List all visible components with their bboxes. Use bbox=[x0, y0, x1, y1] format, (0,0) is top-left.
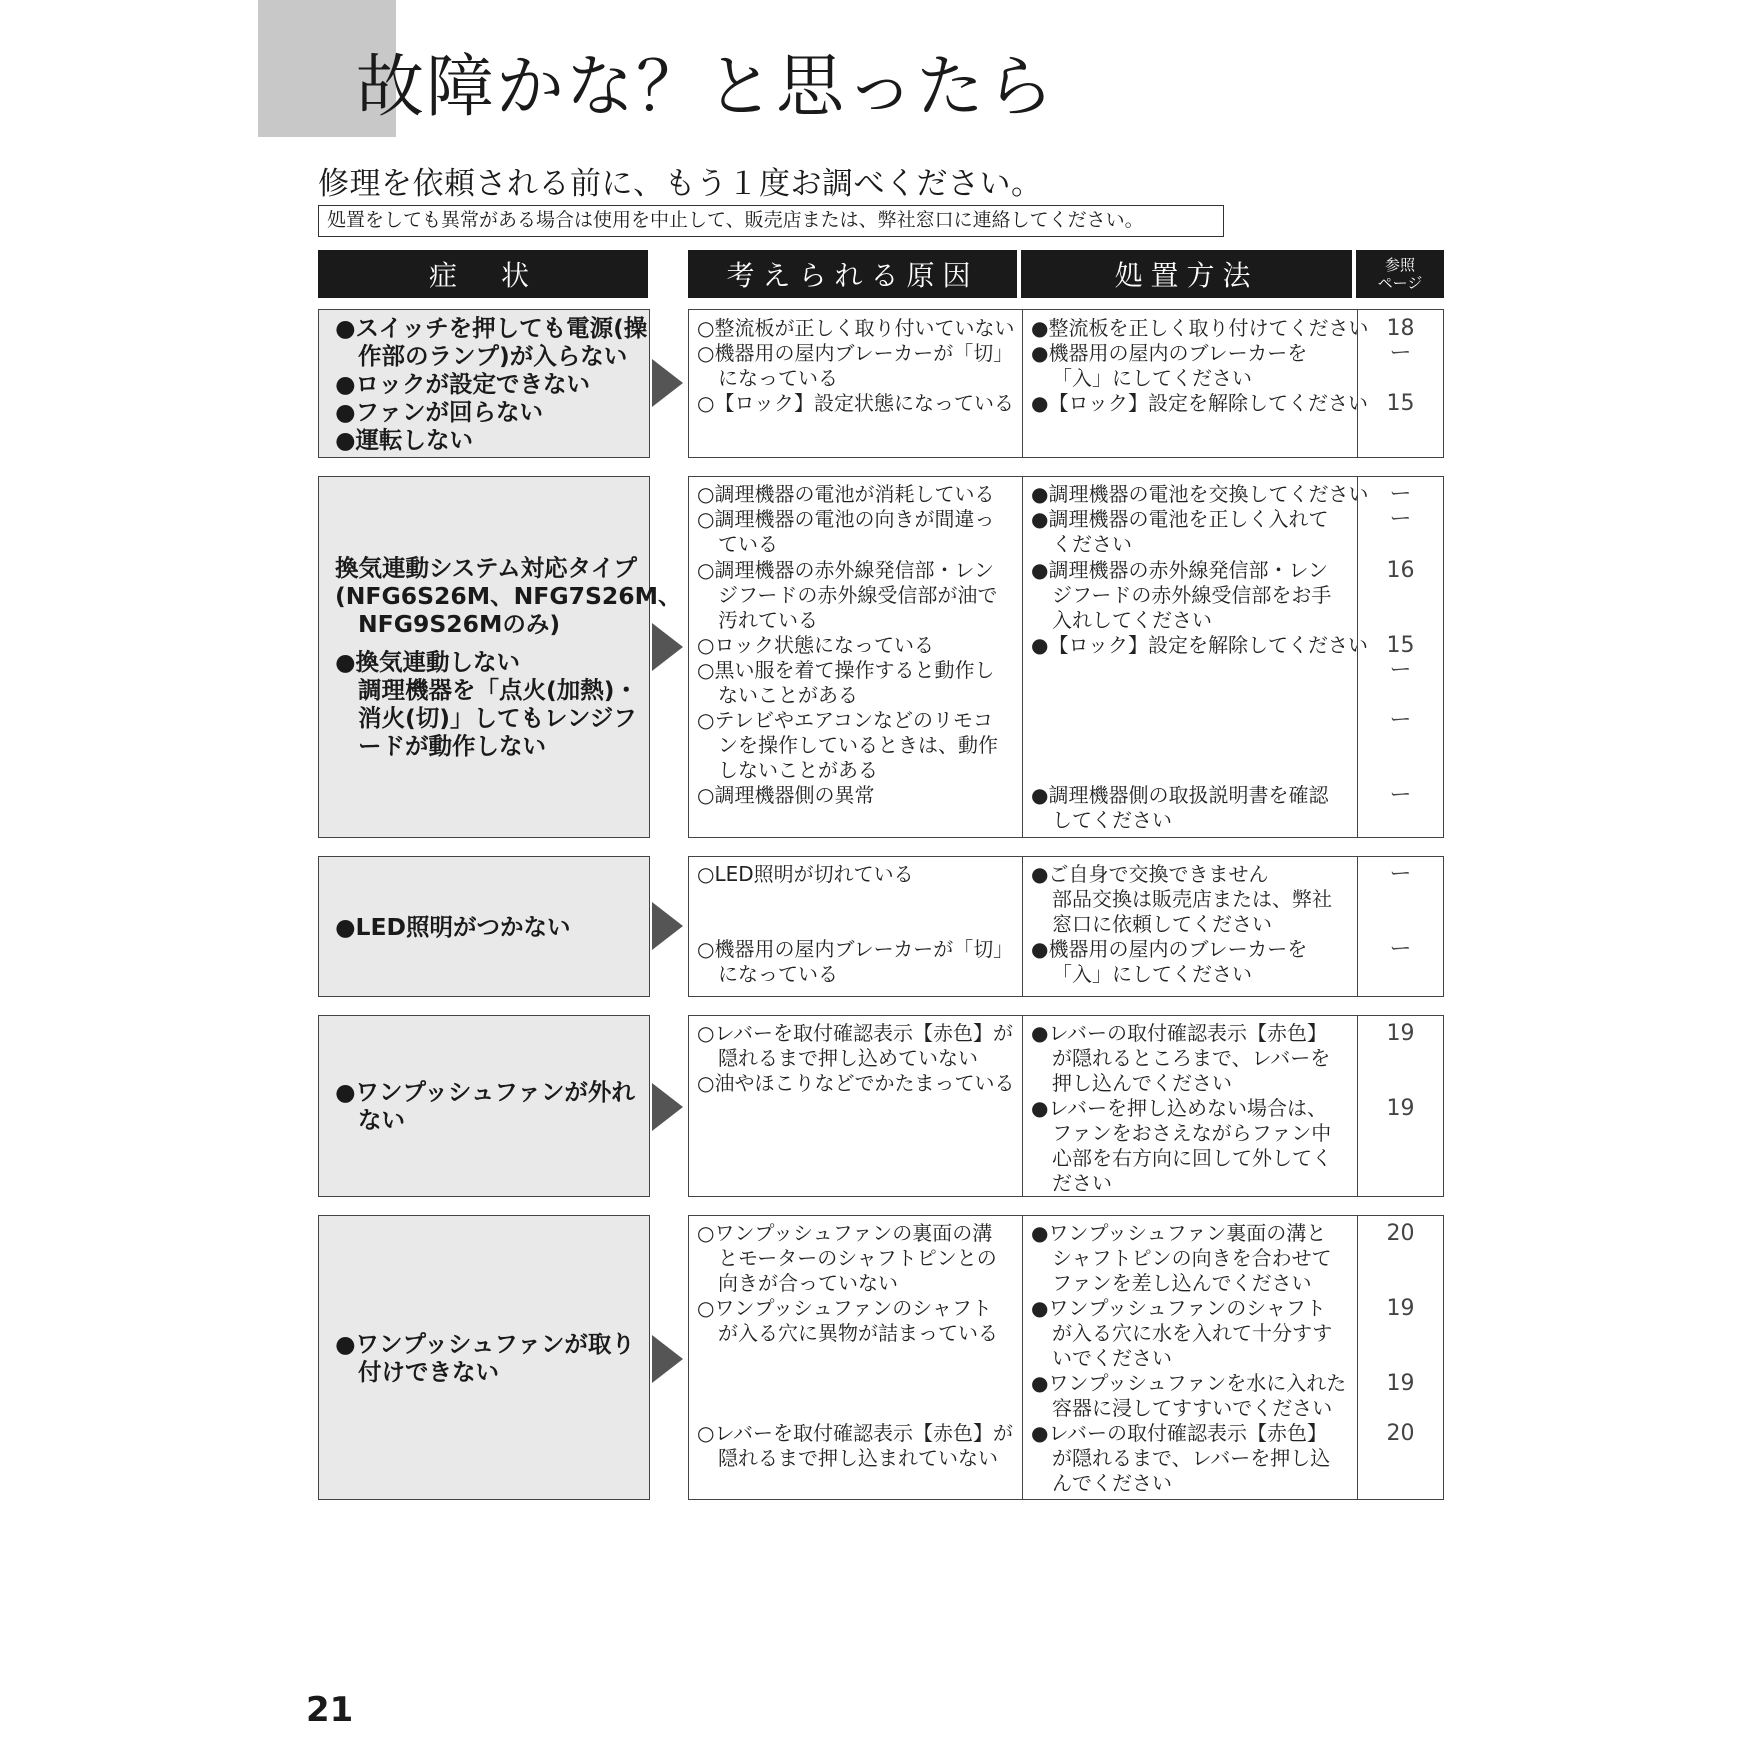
cause-line: ないことがある bbox=[718, 683, 858, 707]
arrow-icon bbox=[652, 1083, 683, 1131]
symptom-line: 付けできない bbox=[358, 1357, 499, 1386]
ref-page: ー bbox=[1389, 482, 1412, 507]
fix-line: ●レバーを押し込めない場合は、 bbox=[1031, 1096, 1328, 1120]
header-symptom: 症 状 bbox=[318, 250, 648, 298]
symptom-line: ●ワンプッシュファンが外れ bbox=[335, 1078, 635, 1106]
fix-line: ●調理機器の電池を正しく入れて bbox=[1031, 507, 1329, 531]
symptom-line: ●換気連動しない bbox=[335, 648, 521, 676]
ref-page: ー bbox=[1389, 862, 1412, 887]
ref-page: 19 bbox=[1386, 1096, 1415, 1121]
arrow-icon bbox=[652, 902, 683, 950]
cause-line: とモーターのシャフトピンとの bbox=[718, 1246, 997, 1270]
fix-line: ●ご自身で交換できません bbox=[1031, 862, 1269, 886]
symptom-line: 調理機器を「点火(加熱)・ bbox=[358, 676, 638, 704]
symptom-line: 作部のランプ)が入らない bbox=[358, 341, 628, 370]
page-number: 21 bbox=[306, 1690, 354, 1730]
cause-line: ○調理機器側の異常 bbox=[697, 783, 875, 807]
cause-line: 隠れるまで押し込まれていない bbox=[718, 1446, 998, 1470]
fix-line: ●【ロック】設定を解除してください bbox=[1031, 391, 1369, 415]
fix-line: 「入」にしてください bbox=[1052, 366, 1252, 390]
fix-line: んでください bbox=[1052, 1471, 1172, 1495]
fix-line: いでください bbox=[1052, 1346, 1172, 1370]
table-row-3 bbox=[688, 856, 1444, 997]
cause-line: ○油やほこりなどでかたまっている bbox=[697, 1071, 1015, 1095]
fix-line: 押し込んでください bbox=[1052, 1071, 1232, 1095]
fix-line: 窓口に依頼してください bbox=[1052, 912, 1272, 936]
table-row-2 bbox=[688, 476, 1444, 838]
fix-line: ●ワンプッシュファン裏面の溝と bbox=[1031, 1221, 1327, 1245]
symptom-line: ●LED照明がつかない bbox=[335, 912, 571, 941]
page-title: 故障かな？と思ったら bbox=[356, 48, 1057, 127]
arrow-icon bbox=[652, 1335, 683, 1383]
arrow-icon bbox=[652, 359, 683, 407]
fix-line: ●整流板を正しく取り付けてください bbox=[1031, 316, 1369, 340]
cause-line: しないことがある bbox=[718, 758, 878, 782]
cause-line: ている bbox=[718, 532, 778, 556]
cause-line: ○ワンプッシュファンの裏面の溝 bbox=[697, 1221, 993, 1245]
cause-line: 汚れている bbox=[718, 608, 818, 632]
fix-line: が隠れるところまで、レバーを bbox=[1052, 1046, 1331, 1070]
symptom-line: ●ワンプッシュファンが取り bbox=[335, 1329, 635, 1358]
symptom-box-3 bbox=[318, 856, 650, 997]
cause-line: ○調理機器の電池が消耗している bbox=[697, 482, 995, 506]
fix-line: ください bbox=[1052, 532, 1132, 556]
symptom-line: ●スイッチを押しても電源(操 bbox=[335, 313, 648, 342]
ref-page: ー bbox=[1389, 708, 1412, 733]
cause-line: ○レバーを取付確認表示【赤色】が bbox=[697, 1021, 1014, 1045]
fix-line: ●調理機器側の取扱説明書を確認 bbox=[1031, 783, 1329, 807]
cause-line: が入る穴に異物が詰まっている bbox=[718, 1321, 998, 1345]
ref-page: 20 bbox=[1386, 1221, 1415, 1246]
header-ref-page bbox=[1356, 250, 1444, 298]
ref-page: ー bbox=[1389, 341, 1412, 366]
symptom-line: ●ロックが設定できない bbox=[335, 369, 591, 398]
ref-page: 16 bbox=[1386, 558, 1415, 583]
cause-line: ジフードの赤外線受信部が油で bbox=[718, 583, 998, 607]
table-row-4 bbox=[688, 1015, 1444, 1197]
fix-line: ファンをおさえながらファン中 bbox=[1052, 1121, 1332, 1145]
fix-line: ●ワンプッシュファンのシャフト bbox=[1031, 1296, 1326, 1320]
ref-page: 19 bbox=[1386, 1021, 1415, 1046]
fix-line: ●機器用の屋内のブレーカーを bbox=[1031, 341, 1308, 365]
cause-line: ○LED照明が切れている bbox=[697, 862, 914, 886]
fix-line: ●調理機器の電池を交換してください bbox=[1031, 482, 1369, 506]
fix-line: ファンを差し込んでください bbox=[1052, 1271, 1312, 1295]
table-row-5 bbox=[688, 1215, 1444, 1500]
ref-page: 18 bbox=[1386, 316, 1415, 341]
ref-page: 20 bbox=[1386, 1421, 1415, 1446]
cause-line: ○黒い服を着て操作すると動作し bbox=[697, 658, 995, 682]
cause-line: ○調理機器の電池の向きが間違っ bbox=[697, 507, 995, 531]
cause-line: 隠れるまで押し込めていない bbox=[718, 1046, 978, 1070]
ref-page: 19 bbox=[1386, 1371, 1415, 1396]
fix-line: ●調理機器の赤外線発信部・レン bbox=[1031, 558, 1328, 582]
fix-line: ●【ロック】設定を解除してください bbox=[1031, 633, 1369, 657]
notice-box: 処置をしても異常がある場合は使用を中止して、販売店または、弊社窓口に連絡してください。 bbox=[318, 205, 1224, 237]
fix-line: 容器に浸してすすいでください bbox=[1052, 1396, 1333, 1420]
ref-page: 15 bbox=[1386, 391, 1415, 416]
symptom-line: (NFG6S26M、NFG7S26M、 bbox=[335, 582, 682, 610]
cause-line: ○【ロック】設定状態になっている bbox=[697, 391, 1015, 415]
fix-line: 部品交換は販売店または、弊社 bbox=[1052, 887, 1332, 911]
symptom-box-5 bbox=[318, 1215, 650, 1500]
cause-line: ンを操作しているときは、動作 bbox=[718, 733, 998, 757]
cause-line: になっている bbox=[718, 366, 838, 390]
fix-line: ジフードの赤外線受信部をお手 bbox=[1052, 583, 1332, 607]
cause-line: ○ロック状態になっている bbox=[697, 633, 935, 657]
ref-page: ー bbox=[1389, 783, 1412, 808]
header-ref-line1: 参照 bbox=[1384, 256, 1415, 274]
fix-line: ●機器用の屋内のブレーカーを bbox=[1031, 937, 1308, 961]
fix-line: 心部を右方向に回して外してく bbox=[1052, 1146, 1332, 1170]
ref-page: ー bbox=[1389, 658, 1412, 683]
cause-line: になっている bbox=[718, 962, 838, 986]
ref-page: 19 bbox=[1386, 1296, 1415, 1321]
symptom-box-1 bbox=[318, 309, 650, 458]
header-cause: 考えられる原因 bbox=[688, 250, 1017, 298]
symptom-line: 消火(切)」してもレンジフ bbox=[358, 704, 637, 732]
symptom-line: ない bbox=[358, 1106, 405, 1134]
header-fix: 処置方法 bbox=[1021, 250, 1352, 298]
symptom-line: ●ファンが回らない bbox=[335, 397, 544, 426]
fix-line: シャフトピンの向きを合わせて bbox=[1052, 1246, 1332, 1270]
ref-page: 15 bbox=[1386, 633, 1415, 658]
fix-line: 入れしてください bbox=[1052, 608, 1212, 632]
fix-line: ださい bbox=[1052, 1171, 1112, 1195]
cause-line: ○テレビやエアコンなどのリモコ bbox=[697, 708, 994, 732]
fix-line: ●レバーの取付確認表示【赤色】 bbox=[1031, 1021, 1328, 1045]
cause-line: ○調理機器の赤外線発信部・レン bbox=[697, 558, 994, 582]
fix-line: が隠れるまで、レバーを押し込 bbox=[1052, 1446, 1331, 1470]
table-row-1 bbox=[688, 309, 1444, 458]
cause-line: ○機器用の屋内ブレーカーが「切」 bbox=[697, 937, 1014, 961]
symptom-line: 換気連動システム対応タイプ bbox=[335, 554, 637, 582]
fix-line: してください bbox=[1052, 808, 1172, 832]
ref-page: ー bbox=[1389, 937, 1412, 962]
symptom-box-2 bbox=[318, 476, 682, 838]
fix-line: ●レバーの取付確認表示【赤色】 bbox=[1031, 1421, 1328, 1445]
symptom-line: ードが動作しない bbox=[358, 732, 546, 760]
symptom-line: NFG9S26Mのみ) bbox=[358, 610, 561, 638]
cause-line: ○機器用の屋内ブレーカーが「切」 bbox=[697, 341, 1014, 365]
ref-page: ー bbox=[1389, 507, 1412, 532]
cause-line: ○レバーを取付確認表示【赤色】が bbox=[697, 1421, 1014, 1445]
page-subtitle: 修理を依頼される前に、もう１度お調べください。 bbox=[318, 166, 1043, 202]
cause-line: ○ワンプッシュファンのシャフト bbox=[697, 1296, 992, 1320]
fix-line: 「入」にしてください bbox=[1052, 962, 1252, 986]
arrow-icon bbox=[652, 623, 683, 671]
header-ref-line2: ページ bbox=[1377, 274, 1423, 292]
fix-line: ●ワンプッシュファンを水に入れた bbox=[1031, 1371, 1347, 1395]
cause-line: ○整流板が正しく取り付いていない bbox=[697, 316, 1015, 340]
cause-line: 向きが合っていない bbox=[718, 1271, 898, 1295]
fix-line: が入る穴に水を入れて十分すす bbox=[1052, 1321, 1333, 1345]
symptom-box-4 bbox=[318, 1015, 650, 1197]
symptom-line: ●運転しない bbox=[335, 425, 474, 454]
